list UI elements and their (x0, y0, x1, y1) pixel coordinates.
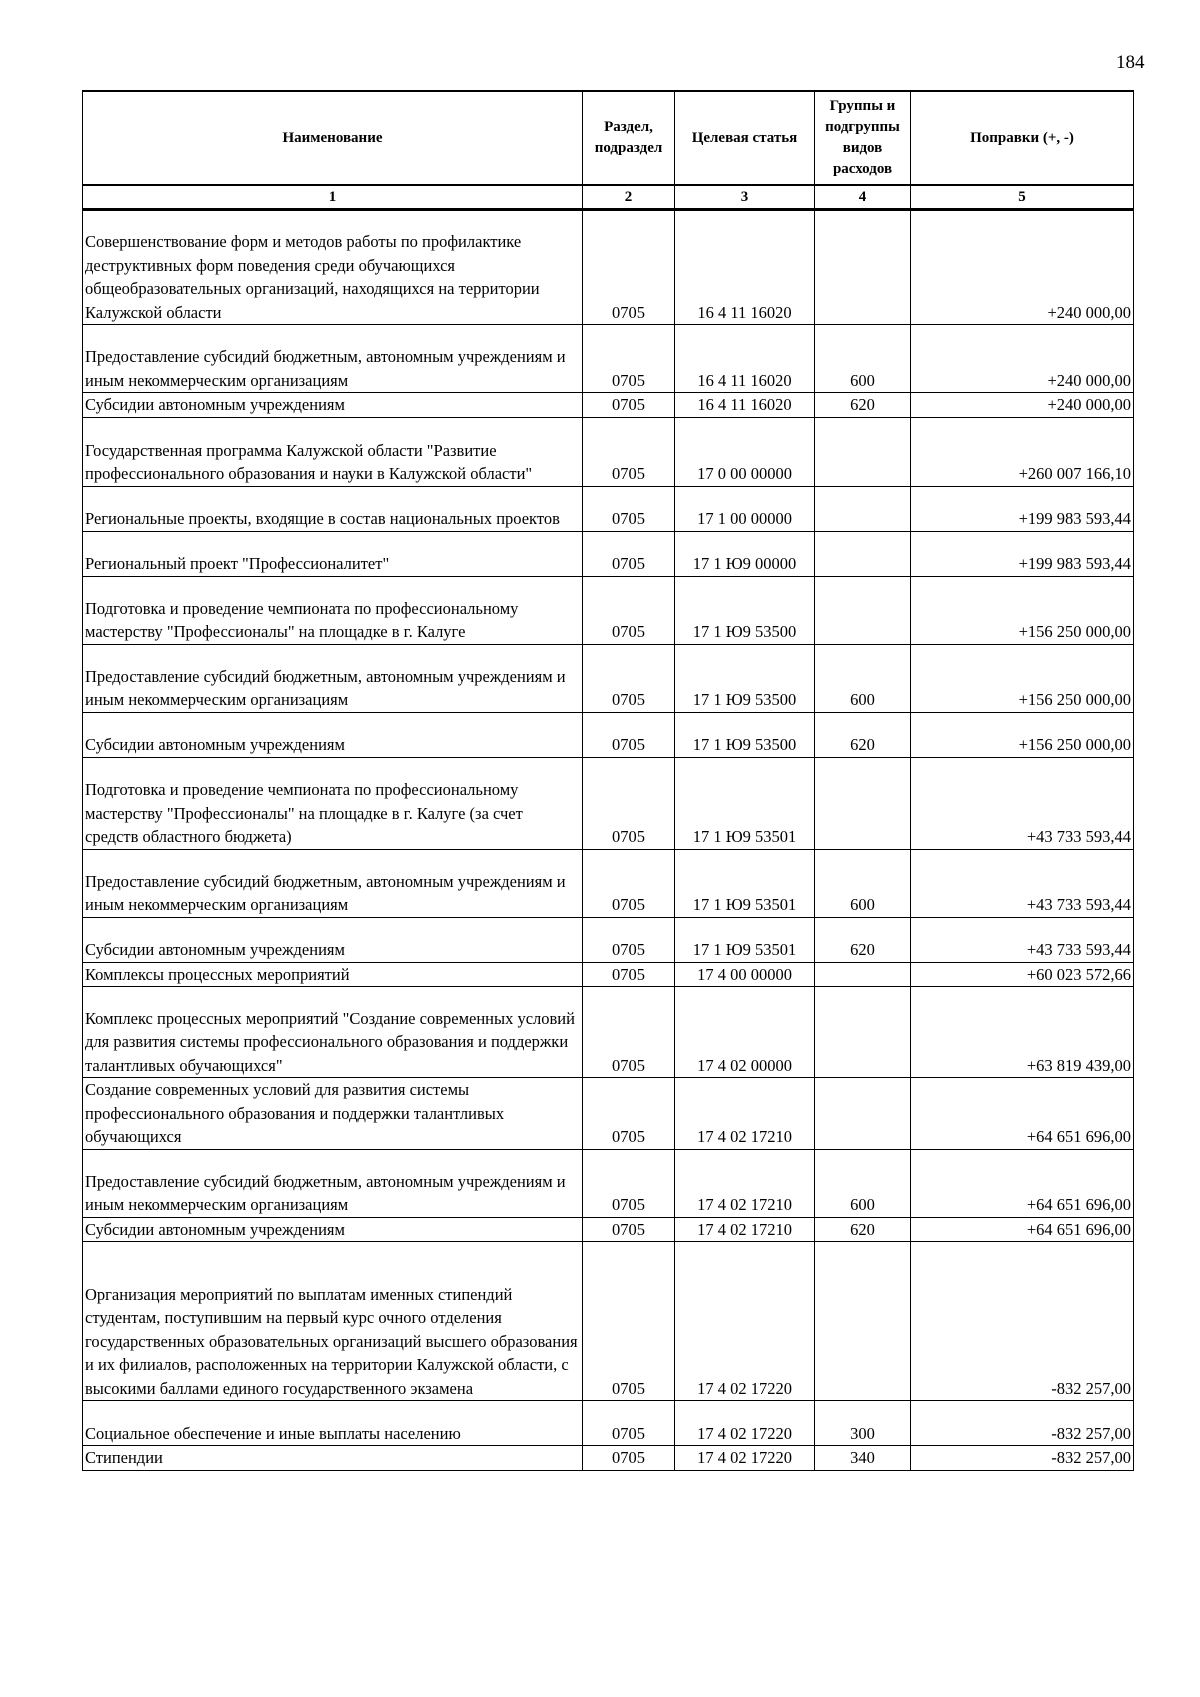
row-section: 0705 (583, 210, 675, 325)
row-amendment-amount: +260 007 166,10 (911, 417, 1134, 486)
row-expense-group: 300 (815, 1401, 911, 1446)
row-amendment-amount: +199 983 593,44 (911, 486, 1134, 531)
table-row (83, 1242, 1134, 1401)
row-target-article: 17 4 02 17220 (675, 1446, 815, 1471)
table-body (83, 210, 1134, 1471)
table-row (83, 325, 1134, 393)
row-name: Предоставление субсидий бюджетным, автономным учреждениям и иным некоммерческим организациям (83, 325, 583, 393)
row-target-article: 17 4 02 00000 (675, 987, 815, 1078)
column-number: 4 (815, 185, 911, 210)
row-target-article: 17 1 Ю9 00000 (675, 531, 815, 576)
row-name: Субсидии автономным учреждениям (83, 917, 583, 962)
row-target-article: 17 0 00 00000 (675, 417, 815, 486)
header-section: Раздел, подраздел (583, 91, 675, 185)
row-target-article: 16 4 11 16020 (675, 210, 815, 325)
row-target-article: 17 1 00 00000 (675, 486, 815, 531)
row-amendment-amount: +156 250 000,00 (911, 644, 1134, 712)
row-name: Комплекс процессных мероприятий "Создание современных условий для развития системы профессионального образования и поддержки талантливых обучающихся" (83, 987, 583, 1078)
row-name: Предоставление субсидий бюджетным, автономным учреждениям и иным некоммерческим организациям (83, 1149, 583, 1217)
row-section: 0705 (583, 917, 675, 962)
budget-table (82, 90, 1134, 1471)
row-amendment-amount: +240 000,00 (911, 210, 1134, 325)
row-section: 0705 (583, 325, 675, 393)
row-section: 0705 (583, 576, 675, 644)
row-name: Субсидии автономным учреждениям (83, 712, 583, 757)
row-amendment-amount: +60 023 572,66 (911, 962, 1134, 987)
row-expense-group (815, 987, 911, 1078)
row-expense-group (815, 576, 911, 644)
table-row (83, 1446, 1134, 1471)
row-target-article: 17 1 Ю9 53501 (675, 849, 815, 917)
row-expense-group: 600 (815, 325, 911, 393)
table-row (83, 531, 1134, 576)
row-amendment-amount: +156 250 000,00 (911, 712, 1134, 757)
row-amendment-amount: +156 250 000,00 (911, 576, 1134, 644)
row-target-article: 16 4 11 16020 (675, 325, 815, 393)
row-name: Комплексы процессных мероприятий (83, 962, 583, 987)
row-target-article: 16 4 11 16020 (675, 393, 815, 418)
table-row (83, 757, 1134, 849)
row-name: Организация мероприятий по выплатам именных стипендий студентам, поступившим на первый курс очного отделения государственных образовательных организаций высшего образования и их филиалов, расположенных на территории Калужской области, с высокими баллами единого государственного экзамена (83, 1242, 583, 1401)
row-section: 0705 (583, 712, 675, 757)
row-section: 0705 (583, 1149, 675, 1217)
row-name: Стипендии (83, 1446, 583, 1471)
row-expense-group: 620 (815, 393, 911, 418)
row-name: Подготовка и проведение чемпионата по профессиональному мастерству "Профессионалы" на площадке в г. Калуге (за счет средств областного бюджета) (83, 757, 583, 849)
table-row (83, 917, 1134, 962)
column-number: 5 (911, 185, 1134, 210)
row-expense-group (815, 417, 911, 486)
row-target-article: 17 1 Ю9 53500 (675, 576, 815, 644)
column-number: 2 (583, 185, 675, 210)
row-amendment-amount: -832 257,00 (911, 1242, 1134, 1401)
column-number: 3 (675, 185, 815, 210)
row-section: 0705 (583, 1446, 675, 1471)
row-target-article: 17 1 Ю9 53500 (675, 644, 815, 712)
page-number: 184 (1116, 52, 1145, 73)
row-section: 0705 (583, 1217, 675, 1242)
row-section: 0705 (583, 1401, 675, 1446)
row-name: Субсидии автономным учреждениям (83, 393, 583, 418)
table-row (83, 1078, 1134, 1150)
row-expense-group (815, 210, 911, 325)
table-row (83, 210, 1134, 325)
row-name: Региональный проект "Профессионалитет" (83, 531, 583, 576)
row-expense-group (815, 1242, 911, 1401)
table-row (83, 1217, 1134, 1242)
table-row (83, 417, 1134, 486)
row-section: 0705 (583, 417, 675, 486)
row-name: Предоставление субсидий бюджетным, автономным учреждениям и иным некоммерческим организациям (83, 644, 583, 712)
row-amendment-amount: +43 733 593,44 (911, 917, 1134, 962)
column-number: 1 (83, 185, 583, 210)
row-expense-group: 340 (815, 1446, 911, 1471)
row-amendment-amount: -832 257,00 (911, 1401, 1134, 1446)
row-amendment-amount: +64 651 696,00 (911, 1149, 1134, 1217)
row-expense-group (815, 962, 911, 987)
row-target-article: 17 1 Ю9 53501 (675, 917, 815, 962)
table-row (83, 849, 1134, 917)
row-expense-group: 620 (815, 1217, 911, 1242)
row-section: 0705 (583, 531, 675, 576)
row-name: Региональные проекты, входящие в состав национальных проектов (83, 486, 583, 531)
row-section: 0705 (583, 644, 675, 712)
row-expense-group: 600 (815, 644, 911, 712)
row-expense-group (815, 531, 911, 576)
header-amendments: Поправки (+, -) (911, 91, 1134, 185)
row-section: 0705 (583, 849, 675, 917)
row-target-article: 17 4 00 00000 (675, 962, 815, 987)
row-target-article: 17 4 02 17210 (675, 1078, 815, 1150)
row-target-article: 17 4 02 17220 (675, 1242, 815, 1401)
row-expense-group (815, 757, 911, 849)
row-name: Совершенствование форм и методов работы по профилактике деструктивных форм поведения среди обучающихся общеобразовательных организаций, находящихся на территории Калужской области (83, 210, 583, 325)
column-number-row (83, 185, 1134, 210)
row-section: 0705 (583, 757, 675, 849)
row-section: 0705 (583, 393, 675, 418)
table-row (83, 987, 1134, 1078)
row-name: Государственная программа Калужской области "Развитие профессионального образования и науки в Калужской области" (83, 417, 583, 486)
row-amendment-amount: +63 819 439,00 (911, 987, 1134, 1078)
row-expense-group: 600 (815, 849, 911, 917)
row-section: 0705 (583, 1078, 675, 1150)
row-amendment-amount: -832 257,00 (911, 1446, 1134, 1471)
row-target-article: 17 4 02 17220 (675, 1401, 815, 1446)
row-target-article: 17 4 02 17210 (675, 1149, 815, 1217)
row-expense-group (815, 486, 911, 531)
row-amendment-amount: +240 000,00 (911, 325, 1134, 393)
table-row (83, 644, 1134, 712)
row-section: 0705 (583, 1242, 675, 1401)
row-section: 0705 (583, 987, 675, 1078)
table-row (83, 1149, 1134, 1217)
row-amendment-amount: +199 983 593,44 (911, 531, 1134, 576)
row-target-article: 17 4 02 17210 (675, 1217, 815, 1242)
row-amendment-amount: +43 733 593,44 (911, 757, 1134, 849)
row-target-article: 17 1 Ю9 53500 (675, 712, 815, 757)
table-row (83, 486, 1134, 531)
row-amendment-amount: +64 651 696,00 (911, 1217, 1134, 1242)
row-section: 0705 (583, 486, 675, 531)
row-name: Подготовка и проведение чемпионата по профессиональному мастерству "Профессионалы" на площадке в г. Калуге (83, 576, 583, 644)
header-row (83, 91, 1134, 185)
table-row (83, 962, 1134, 987)
row-amendment-amount: +64 651 696,00 (911, 1078, 1134, 1150)
row-section: 0705 (583, 962, 675, 987)
header-target: Целевая статья (675, 91, 815, 185)
row-target-article: 17 1 Ю9 53501 (675, 757, 815, 849)
row-name: Предоставление субсидий бюджетным, автономным учреждениям и иным некоммерческим организациям (83, 849, 583, 917)
row-expense-group: 620 (815, 917, 911, 962)
row-amendment-amount: +43 733 593,44 (911, 849, 1134, 917)
row-expense-group (815, 1078, 911, 1150)
row-name: Социальное обеспечение и иные выплаты населению (83, 1401, 583, 1446)
header-groups: Группы и подгруппы видов расходов (815, 91, 911, 185)
table-row (83, 1401, 1134, 1446)
header-name: Наименование (83, 91, 583, 185)
row-amendment-amount: +240 000,00 (911, 393, 1134, 418)
row-expense-group: 620 (815, 712, 911, 757)
row-name: Субсидии автономным учреждениям (83, 1217, 583, 1242)
table-row (83, 576, 1134, 644)
table-row (83, 712, 1134, 757)
table-row (83, 393, 1134, 418)
row-expense-group: 600 (815, 1149, 911, 1217)
row-name: Создание современных условий для развития системы профессионального образования и поддержки талантливых обучающихся (83, 1078, 583, 1150)
